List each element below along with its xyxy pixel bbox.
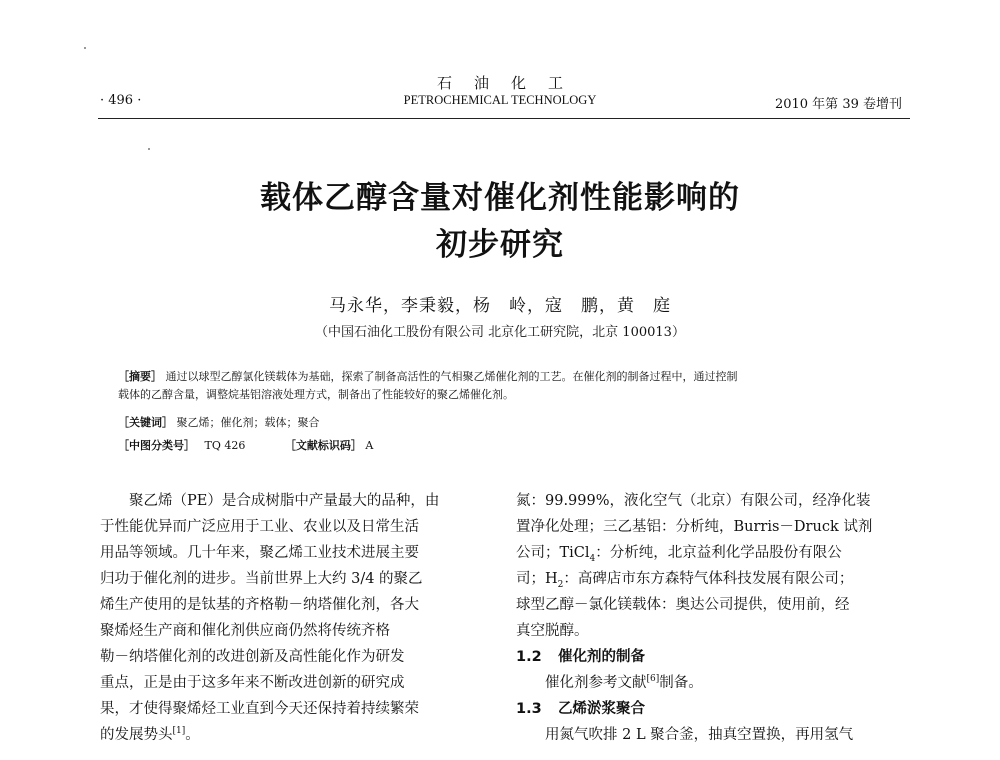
affiliation: （中国石油化工股份有限公司 北京化工研究院，北京 100013） [315, 325, 685, 340]
citation-ref: [1] [172, 726, 186, 736]
body-text: 制备。 [659, 675, 703, 691]
abstract-line2: 载体的乙醇含量，调整烷基铝溶液处理方式，制备出了性能较好的聚乙烯催化剂。 [118, 388, 514, 401]
subscript: 4 [589, 553, 596, 564]
section-title: 乙烯淤浆聚合 [558, 701, 645, 717]
body-line [516, 566, 911, 592]
subscript: 2 [557, 579, 564, 590]
body-text: 公司；TiCl [516, 545, 590, 561]
scan-speck [148, 148, 150, 150]
header-rule [98, 118, 910, 119]
citation-ref: [6] [646, 674, 660, 684]
doc-code-label: ［文献标识码］ [284, 439, 362, 452]
body-line: 真空脱醇。 [516, 623, 589, 639]
body-text: ：高碑店市东方森特气体科技发展有限公司； [563, 571, 854, 587]
abstract-label: ［摘要］ [118, 370, 162, 383]
scan-speck [84, 47, 86, 49]
journal-title-cn: 石油化工 [436, 74, 585, 92]
clc-label: ［中图分类号］ [118, 439, 195, 452]
abstract-line1 [118, 368, 908, 386]
body-right-column [516, 488, 911, 748]
body-line: 聚乙烯（PE）是合成树脂中产量最大的品种，由 [129, 493, 440, 509]
body-line: 重点，正是由于这多年来不断改进创新的研究成 [100, 675, 405, 691]
body-line: 球型乙醇－氯化镁载体：奥达公司提供，使用前，经 [516, 597, 850, 613]
keywords [118, 414, 908, 432]
body-line: 于性能优异而广泛应用于工业、农业以及日常生活 [100, 519, 419, 535]
authors: 马永华，李秉毅，杨 岭，寇 鹏，黄 庭 [329, 296, 671, 316]
body-text: 司；H [516, 571, 558, 587]
section-title: 催化剂的制备 [558, 649, 645, 665]
journal-title-en: PETROCHEMICAL TECHNOLOGY [403, 93, 597, 107]
body-line: 果，才使得聚烯烃工业直到今天还保持着持续繁荣 [100, 701, 419, 717]
section-heading-1-2 [516, 644, 911, 670]
abstract [118, 368, 908, 404]
body-line [516, 540, 911, 566]
body-text: ：分析纯，北京益利化学品股份有限公 [595, 545, 842, 561]
body-line [516, 670, 911, 696]
clc-value: TQ 426 [204, 439, 246, 452]
body-line-last [100, 722, 495, 748]
paper-title-line2: 初步研究 [436, 227, 564, 263]
doc-code-value: A [365, 439, 374, 452]
section-heading-1-3 [516, 696, 911, 722]
keywords-text: 聚乙烯；催化剂；载体；聚合 [176, 416, 320, 429]
body-line: 用品等领域。几十年来，聚乙烯工业技术进展主要 [100, 545, 419, 561]
body-line: 用氮气吹排 2 L 聚合釜，抽真空置换，再用氢气 [545, 727, 854, 743]
page-number: · 496 · [100, 93, 142, 108]
section-number: 1.3 [516, 701, 542, 717]
body-left-column [100, 488, 495, 748]
body-line: 勒－纳塔催化剂的改进创新及高性能化作为研发 [100, 649, 405, 665]
body-text: 。 [185, 727, 200, 743]
section-number: 1.2 [516, 649, 542, 665]
issue-info: 2010 年第 39 卷增刊 [774, 97, 902, 112]
body-line: 置净化处理；三乙基铝：分析纯，Burris－Druck 试剂 [516, 519, 873, 535]
abstract-text1: 通过以球型乙醇氯化镁载体为基础，探索了制备高活性的气相聚乙烯催化剂的工艺。在催化剂的制备过程中，通过控制 [165, 370, 738, 383]
body-line: 氮：99.999%，液化空气（北京）有限公司，经净化装 [516, 493, 871, 509]
classification [118, 437, 908, 455]
body-text: 的发展势头 [100, 727, 173, 743]
paper-title-line1: 载体乙醇含量对催化剂性能影响的 [260, 180, 740, 216]
keywords-label: ［关键词］ [118, 416, 173, 429]
body-line: 归功于催化剂的进步。当前世界上大约 3/4 的聚乙 [100, 571, 423, 587]
body-line: 聚烯烃生产商和催化剂供应商仍然将传统齐格 [100, 623, 390, 639]
body-line: 烯生产使用的是钛基的齐格勒－纳塔催化剂，各大 [100, 597, 419, 613]
body-text: 催化剂参考文献 [545, 675, 647, 691]
